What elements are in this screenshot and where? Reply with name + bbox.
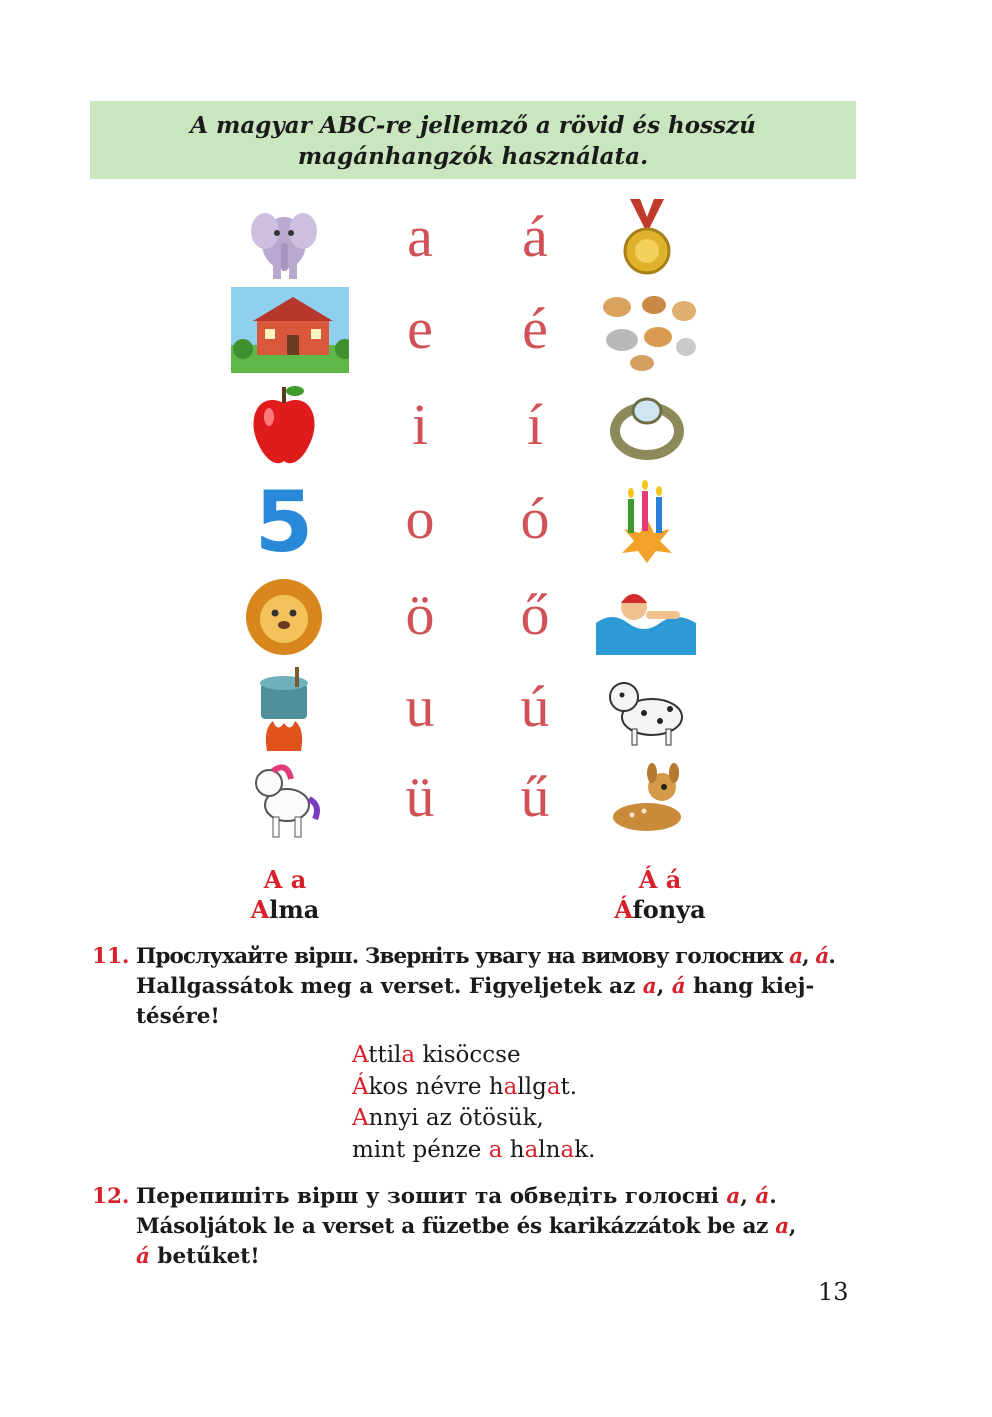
number-five-icon bbox=[229, 475, 339, 565]
poem-segment: a bbox=[546, 1073, 561, 1100]
vowel-aa: á bbox=[136, 1244, 150, 1269]
poem-segment: a bbox=[401, 1042, 416, 1068]
example-word-afonya bbox=[590, 895, 730, 925]
short-vowel: u bbox=[405, 674, 435, 739]
poem-segment: a bbox=[524, 1136, 539, 1163]
medal-icon bbox=[592, 193, 702, 283]
task-instruction-hu-cont: tésére! bbox=[136, 1004, 220, 1029]
separator: , bbox=[740, 1184, 756, 1209]
school-icon bbox=[229, 285, 339, 375]
poem-line bbox=[352, 1135, 595, 1167]
task-instruction-hu-cont bbox=[136, 1242, 862, 1272]
banner-title-line2: magánhangzók használata. bbox=[297, 143, 649, 170]
separator: , bbox=[788, 1214, 797, 1239]
word-rest: fonya bbox=[632, 895, 706, 924]
letter-pair-a: A a bbox=[263, 865, 307, 894]
banner-title-line1: A magyar ABC-re jellemző a rövid és hosszú bbox=[190, 112, 756, 139]
task-instruction-ua bbox=[136, 1182, 862, 1212]
poem-segment: kos névre h bbox=[368, 1073, 504, 1100]
poem-segment: A bbox=[352, 1105, 369, 1131]
task-12 bbox=[92, 1182, 862, 1272]
short-vowel: a bbox=[407, 204, 433, 269]
instruction-text: Перепишіть вірш у зошит та обведіть голосні bbox=[136, 1184, 727, 1209]
swimmer-icon bbox=[592, 571, 702, 661]
vowel-row bbox=[217, 663, 717, 753]
short-vowel: ü bbox=[405, 764, 435, 829]
poem-segment: a bbox=[488, 1136, 503, 1163]
highlighted-letter: A bbox=[250, 895, 270, 924]
task-number: 12. bbox=[92, 1184, 130, 1209]
vowel-row bbox=[217, 193, 717, 283]
vowel-row bbox=[217, 571, 717, 661]
poem-segment: kisöccse bbox=[415, 1042, 521, 1068]
poem-segment: t. bbox=[560, 1073, 578, 1100]
poem-line bbox=[352, 1040, 595, 1072]
poem-segment: h bbox=[502, 1136, 525, 1163]
poem-segment: k. bbox=[574, 1136, 596, 1163]
letter-pair-aa: Á á bbox=[638, 865, 682, 894]
vowel-aa: á bbox=[671, 974, 686, 999]
short-vowel: ö bbox=[405, 582, 435, 647]
section-banner bbox=[90, 101, 856, 179]
task-number: 11. bbox=[92, 944, 130, 969]
separator: , bbox=[656, 974, 672, 999]
poem-line bbox=[352, 1072, 595, 1104]
instruction-text: Másoljátok le a verset a füzetbe és karikázzátok be az bbox=[136, 1214, 776, 1239]
instruction-text: hang kiej- bbox=[685, 974, 815, 999]
highlighted-letter: Á bbox=[614, 895, 633, 924]
poem-line bbox=[352, 1103, 595, 1135]
long-vowel: ú bbox=[520, 674, 550, 739]
fawn-icon bbox=[592, 753, 702, 843]
pot-on-fire-icon bbox=[229, 663, 339, 753]
vowel-aa: á bbox=[755, 1184, 770, 1209]
separator: , bbox=[802, 944, 816, 969]
animals-icon bbox=[592, 285, 702, 375]
vowel-a: a bbox=[726, 1184, 741, 1209]
short-vowel: e bbox=[407, 296, 433, 361]
lion-icon bbox=[229, 571, 339, 661]
poem-segment: ttil bbox=[368, 1042, 402, 1068]
vowel-row bbox=[217, 753, 717, 843]
long-vowel: ű bbox=[520, 764, 550, 829]
vowel-row bbox=[217, 381, 717, 471]
instruction-text: Прослухайте вірш. Зверніть увагу на вимову голосних bbox=[136, 944, 790, 969]
poem-segment: A bbox=[352, 1042, 369, 1068]
instruction-text: Hallgassátok meg a verset. Figyeljetek az bbox=[136, 974, 643, 999]
period: . bbox=[828, 944, 835, 969]
task-instruction-hu bbox=[136, 1212, 862, 1242]
vowel-a: a bbox=[775, 1214, 789, 1239]
poem-segment: a bbox=[560, 1136, 575, 1163]
poem-segment: a bbox=[503, 1073, 518, 1100]
poem-segment: mint pénze bbox=[352, 1136, 489, 1163]
long-vowel: á bbox=[522, 204, 548, 269]
poem bbox=[352, 1040, 595, 1166]
poem-segment: nnyi az ötösük, bbox=[368, 1105, 544, 1131]
svg-text:5: 5 bbox=[254, 475, 314, 565]
short-vowel: o bbox=[405, 486, 435, 551]
long-vowel: ő bbox=[520, 582, 550, 647]
long-vowel: é bbox=[522, 296, 548, 361]
example-word-alma bbox=[220, 895, 350, 925]
poem-segment: ln bbox=[538, 1136, 561, 1163]
vowel-a: a bbox=[789, 944, 803, 969]
long-vowel: í bbox=[526, 392, 544, 457]
task-instruction-hu bbox=[136, 972, 862, 1002]
instruction-text: betűket! bbox=[149, 1244, 260, 1269]
vowel-aa: á bbox=[815, 944, 829, 969]
task-instruction-ua bbox=[136, 942, 862, 972]
word-rest: lma bbox=[269, 895, 320, 924]
vowel-row bbox=[217, 475, 717, 565]
poem-segment: Á bbox=[352, 1073, 369, 1100]
vowel-row bbox=[217, 285, 717, 375]
elephant-icon bbox=[229, 193, 339, 283]
vowel-table bbox=[217, 193, 717, 858]
vowel-a: a bbox=[642, 974, 657, 999]
ring-icon bbox=[592, 381, 702, 471]
long-vowel: ó bbox=[520, 486, 550, 551]
pony-icon bbox=[229, 753, 339, 843]
period: . bbox=[769, 1184, 777, 1209]
candles-icon bbox=[592, 475, 702, 565]
task-11 bbox=[92, 942, 862, 1032]
dalmatian-icon bbox=[592, 663, 702, 753]
short-vowel: i bbox=[411, 392, 429, 457]
page-number: 13 bbox=[818, 1278, 849, 1306]
apple-icon bbox=[229, 381, 339, 471]
poem-segment: llg bbox=[517, 1073, 547, 1100]
